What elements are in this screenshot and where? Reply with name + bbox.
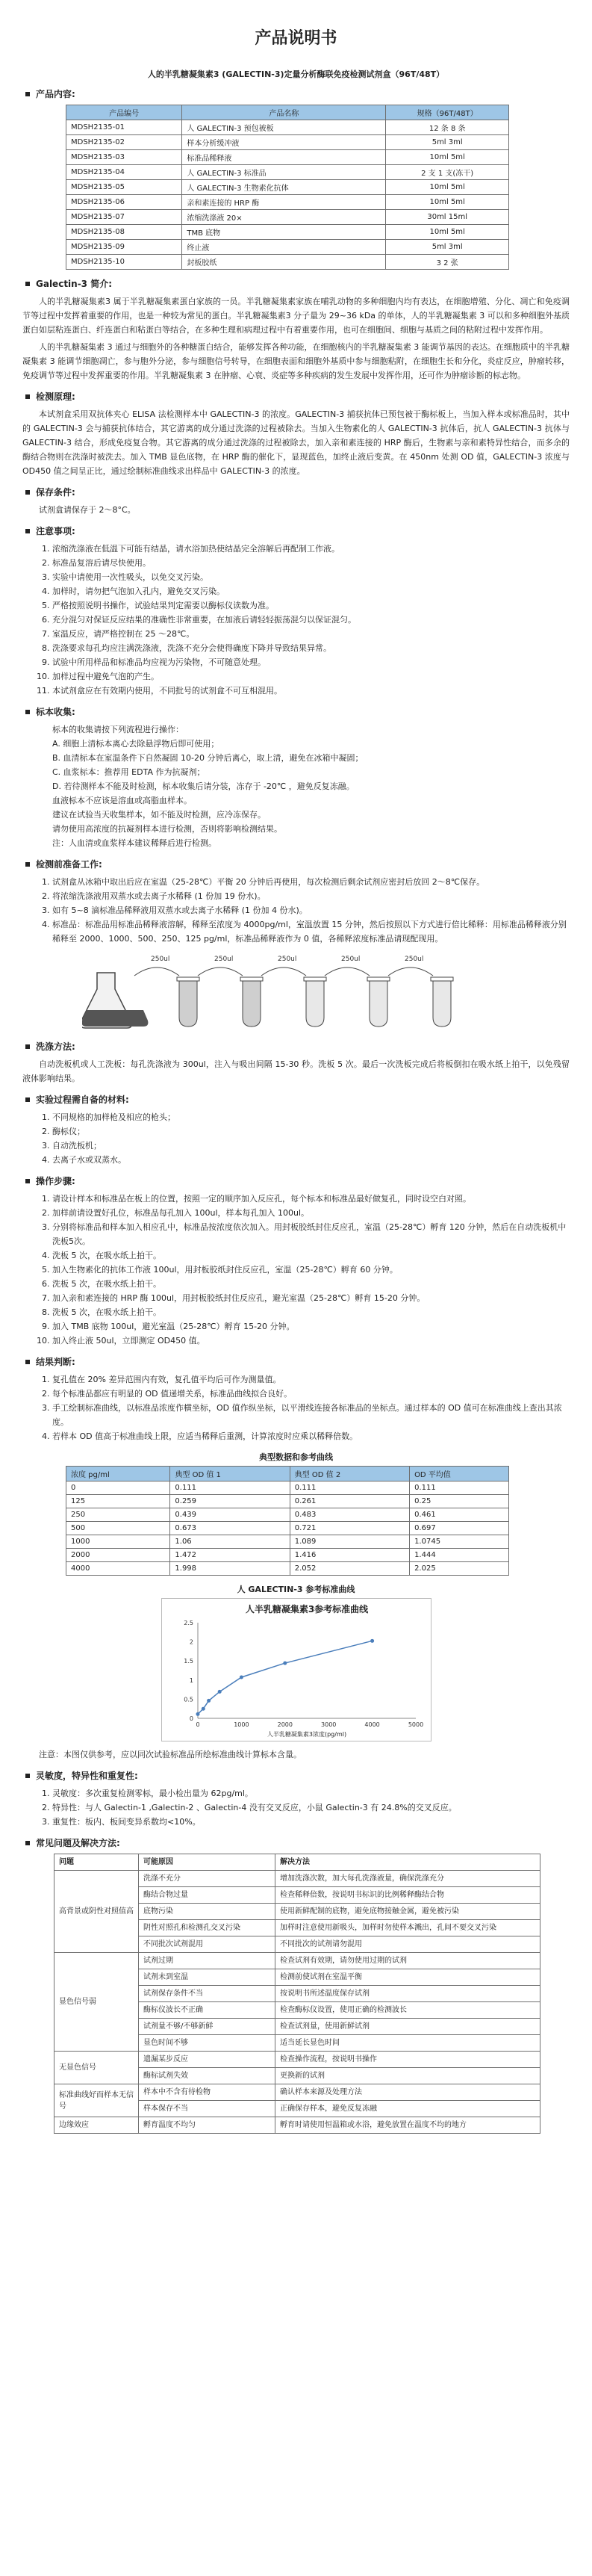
section-heading: 常见问题及解决方法: <box>36 1838 120 1848</box>
tube-icon <box>261 956 326 1027</box>
y-tick-label: 1 <box>189 1676 193 1684</box>
bullet-icon <box>25 1097 30 1102</box>
column-header: 浓度 pg/ml <box>66 1467 170 1481</box>
table-cell: 亲和素连接的 HRP 酶 <box>182 195 386 210</box>
table-cell: 10ml 5ml <box>386 180 509 195</box>
tube-icon <box>325 956 390 1027</box>
transfer-arrow <box>261 967 306 976</box>
table-cell: 0.111 <box>410 1481 509 1495</box>
results-list <box>22 1372 570 1443</box>
table-row <box>66 135 509 150</box>
table-row <box>66 1562 509 1576</box>
y-tick-label: 1.5 <box>183 1658 193 1665</box>
table-cell: 2.025 <box>410 1562 509 1576</box>
list-item: 2. 特异性：与人 Galectin-1 ,Galectin-2 、Galectin-4 没有交叉反应，小鼠 Galectin-3 有 24.8%的交叉反应。 <box>52 1801 570 1815</box>
list-item: 10. 加样过程中避免气泡的产生。 <box>52 669 570 684</box>
section-trouble <box>22 1836 570 2134</box>
paragraph: 人的半乳糖凝集素3 属于半乳糖凝集素蛋白家族的一员。半乳糖凝集素家族在哺乳动物的多种细胞内均有表达，在细胞增殖、分化、凋亡和免疫调节等过程中发挥着重要的作用，也是一种较为常见的蛋白。半乳糖凝集素3 分子量为 29~36 kDa 的单体，人的半乳糖凝集素 3 可以和多种细胞外基质蛋白如层粘连蛋白、纤连蛋白和粘蛋白等结合，在多种生理和病理过程中有着重要作用，也可在细胞间、细胞与基质之间的粘附过程中发挥作用。 <box>22 297 570 335</box>
bullet-icon <box>25 710 30 714</box>
bullet-icon <box>25 1774 30 1778</box>
table-cell: 10ml 5ml <box>386 225 509 240</box>
y-tick-label: 0 <box>189 1715 193 1722</box>
bullet-icon <box>25 1360 30 1364</box>
table-row <box>66 240 509 255</box>
transfer-arrow <box>198 967 243 976</box>
list-item: 1. 试剂盒从冰箱中取出后应在室温（25-28℃）平衡 20 分钟后再使用，每次检测后剩余试剂应密封后放回 2～8℃保存。 <box>52 875 570 889</box>
bullet-icon <box>25 1841 30 1845</box>
cause-cell: 遗漏某步反应 <box>139 2052 275 2068</box>
list-item: 1. 复孔值在 20% 差异范围内有效，复孔值平均后可作为测量值。 <box>52 1372 570 1387</box>
table-cell: 2.052 <box>290 1562 409 1576</box>
table-cell: 1.0745 <box>410 1535 509 1549</box>
solution-cell: 更换新的试剂 <box>275 2068 540 2084</box>
list-item: 请勿使用高浓度的抗凝剂样本进行检测，否则将影响检测结果。 <box>52 824 282 834</box>
cause-cell: 样本中不含有待检物 <box>139 2084 275 2101</box>
list-item: 2. 加样前请设置好孔位，标准品每孔加入 100ul，样本每孔加入 100ul。 <box>52 1206 570 1220</box>
table-cell: 终止液 <box>182 240 386 255</box>
list-item: 6. 充分混匀对保证反应结果的准确性非常重要，在加液后请轻轻振荡混匀以保证混匀。 <box>52 613 570 627</box>
data-point <box>370 1639 374 1643</box>
chart-svg <box>162 1599 431 1741</box>
table-cell: MDSH2135-04 <box>66 165 182 180</box>
list-item: 10. 加入终止液 50ul，立即测定 OD450 值。 <box>52 1334 570 1348</box>
list-item: 3. 手工绘制标准曲线，以标准品浓度作横坐标，OD 值作纵坐标，以平滑线连接各标准品的坐标点。通过样本的 OD 值可在标准曲线上查出其浓度。 <box>52 1401 570 1429</box>
table-row <box>66 210 509 225</box>
cause-cell: 不同批次试剂混用 <box>139 1936 275 1953</box>
table-cell: 人 GALECTIN-3 预包被板 <box>182 120 386 135</box>
table-cell: 30ml 15ml <box>386 210 509 225</box>
list-item: 2. 酶标仪； <box>52 1124 570 1139</box>
y-tick-label: 2 <box>189 1638 193 1646</box>
list-item: 5. 严格按照说明书操作，试验结果判定需要以酶标仪读数为准。 <box>52 598 570 613</box>
table-row <box>54 2052 540 2068</box>
data-point <box>207 1699 211 1703</box>
data-point <box>217 1690 221 1694</box>
table-row <box>66 225 509 240</box>
table-row <box>66 165 509 180</box>
solution-cell: 按说明书所述温度保存试剂 <box>275 1986 540 2002</box>
list-item: 3. 重复性：板内、板间变异系数均<10%。 <box>52 1815 570 1829</box>
section-storage <box>22 486 570 517</box>
table-row <box>66 1495 509 1508</box>
section-heading: 产品内容: <box>36 89 75 99</box>
list-item: 3. 如有 5~8 滴标准品稀释液用双蒸水或去离子水稀释 (1 份加 4 份水)。 <box>52 903 570 917</box>
table-cell: MDSH2135-02 <box>66 135 182 150</box>
problem-cell: 高背景或阴性对照值高 <box>54 1871 139 1953</box>
solution-cell: 检查试剂有效期，请勿使用过期的试剂 <box>275 1953 540 1969</box>
list-item: 1. 灵敏度：多次重复检测零标，最小检出量为 62pg/ml。 <box>52 1786 570 1801</box>
standard-table <box>66 1466 509 1576</box>
list-item: 2. 将浓缩洗涤液用双蒸水或去离子水稀释 (1 份加 19 份水)。 <box>52 889 570 903</box>
list-item: 8. 洗涤要求每孔均应注满洗涤液，洗涤不充分会使得确度下降并导致结果异常。 <box>52 641 570 655</box>
table-cell: MDSH2135-10 <box>66 255 182 270</box>
table-cell: MDSH2135-07 <box>66 210 182 225</box>
table-cell: 0.483 <box>290 1508 409 1522</box>
prep-list <box>22 875 570 946</box>
list-item: 6. 洗板 5 次，在吸水纸上拍干。 <box>52 1277 570 1291</box>
table-row <box>66 120 509 135</box>
bullet-icon <box>25 394 30 399</box>
table-cell: 1.444 <box>410 1549 509 1562</box>
table-cell: 125 <box>66 1495 170 1508</box>
bullet-icon <box>25 529 30 533</box>
column-header: 可能原因 <box>139 1854 275 1871</box>
data-point <box>201 1707 205 1711</box>
table-cell: 0.697 <box>410 1522 509 1535</box>
dilution-diagram <box>82 950 530 1032</box>
cause-cell: 试剂未到室温 <box>139 1969 275 1986</box>
table-cell: 0.673 <box>170 1522 290 1535</box>
product-table <box>66 105 509 270</box>
cause-cell: 试剂保存条件不当 <box>139 1986 275 2002</box>
table-cell: 0 <box>66 1481 170 1495</box>
list-item: 7. 加入亲和素连接的 HRP 酶 100ul，用封板胶纸封住反应孔，避光室温（25-28℃）孵育 15-20 分钟。 <box>52 1291 570 1305</box>
tube-icon <box>198 956 263 1027</box>
tube-label: 250ul <box>341 956 361 963</box>
tube-label: 250ul <box>278 956 297 963</box>
list-item: 5. 加入生物素化的抗体工作液 100ul，用封板胶纸封住反应孔，室温（25-28℃）孵育 60 分钟。 <box>52 1263 570 1277</box>
paragraph: 人的半乳糖凝集素 3 通过与细胞外的各种糖蛋白结合，能够发挥各种功能，在细胞核内的半乳糖凝集素 3 能调节基因的表达。在细胞质中的半乳糖凝集素 3 能调节细胞凋亡，参与胞外分泌，参与细胞信号转导，在细胞表面和细胞外基质中参与细胞粘附，在细胞生长和分化，炎症反应，肿瘤转移，免疫调节等过程中发挥重要的作用。半乳糖凝集素 3 在肿瘤、心衰、炎症等多种疾病的发生发展中发挥作用，还可作为肿瘤诊断的标志物。 <box>22 342 570 380</box>
x-tick-label: 5000 <box>408 1721 423 1728</box>
table-cell: 5ml 3ml <box>386 240 509 255</box>
cause-cell: 底物污染 <box>139 1904 275 1920</box>
table-cell: 人 GALECTIN-3 生物素化抗体 <box>182 180 386 195</box>
cause-cell: 显色时间不够 <box>139 2035 275 2052</box>
list-item: 4. 标准品：标准品用标准品稀释液溶解，稀释至浓度为 4000pg/ml，室温放置 15 分钟，然后按照以下方式进行倍比稀释：用标准品稀释液分别稀释至 2000、1000、500、250、125 pg/ml，标准品稀释液作为 0 值，各稀释浓度标准品请现配现用。 <box>52 917 570 946</box>
table-cell: 5ml 3ml <box>386 135 509 150</box>
section-heading: 结果判断: <box>36 1357 75 1367</box>
bullet-icon <box>25 862 30 867</box>
table-row <box>66 1508 509 1522</box>
table-row <box>66 180 509 195</box>
table-row <box>54 1871 540 1887</box>
table-cell: 1.416 <box>290 1549 409 1562</box>
x-tick-label: 0 <box>195 1721 200 1728</box>
data-point <box>239 1675 243 1679</box>
list-item: 标本的收集请按下列流程进行操作： <box>52 725 184 734</box>
cause-cell: 酶结合物过量 <box>139 1887 275 1904</box>
cause-cell: 阴性对照孔和检测孔交叉污染 <box>139 1920 275 1936</box>
transfer-arrow <box>388 967 433 976</box>
bullet-icon <box>25 92 30 96</box>
section-content <box>22 87 570 270</box>
table-cell: 1.089 <box>290 1535 409 1549</box>
cause-cell: 酶标试剂失效 <box>139 2068 275 2084</box>
table-cell: 500 <box>66 1522 170 1535</box>
materials-list <box>22 1110 570 1167</box>
y-tick-label: 2.5 <box>183 1620 193 1626</box>
problem-cell: 标准曲线好而样本无信号 <box>54 2084 139 2117</box>
section-performance <box>22 1769 570 1829</box>
cause-cell: 洗涤不充分 <box>139 1871 275 1887</box>
list-item: 4. 若样本 OD 值高于标准曲线上限，应适当稀释后重测，计算浓度时应乘以稀释倍数。 <box>52 1429 570 1443</box>
table-cell: 4000 <box>66 1562 170 1576</box>
table-row <box>66 1549 509 1562</box>
table-cell: 1.998 <box>170 1562 290 1576</box>
list-item: 建议在试验当天收集样本，如不能及时检测，应冷冻保存。 <box>52 810 266 820</box>
table-cell: 0.461 <box>410 1508 509 1522</box>
section-principle <box>22 390 570 478</box>
trouble-table <box>54 1854 540 2134</box>
cause-cell: 试剂过期 <box>139 1953 275 1969</box>
list-item: 11. 本试剂盒应在有效期内使用，不同批号的试剂盒不可互相混用。 <box>52 684 570 698</box>
list-item: 3. 分别将标准品和样本加入相应孔中，标准品按浓度依次加入。用封板胶纸封住反应孔，室温（25-28℃）孵育 120 分钟，然后在自动洗板机中洗板5次。 <box>52 1220 570 1248</box>
list-item: C. 血浆标本：推荐用 EDTA 作为抗凝剂； <box>52 767 205 777</box>
solution-cell: 检查试剂量，使用新鲜试剂 <box>275 2019 540 2035</box>
paragraph: 本试剂盒采用双抗体夹心 ELISA 法检测样本中 GALECTIN-3 的浓度。GALECTIN-3 捕获抗体已预包被于酶标板上，当加入样本或标准品时，其中的 GALECTIN-3 会与捕获抗体结合，其它游离的成分通过洗涤的过程被除去。当加入生物素化的人 GALECTIN-3 抗体后，抗人 GALECTIN-3 抗体与 GALECTIN-3 结合，形成免疫复合物。其它游离的成分通过洗涤的过程被除去，加入亲和素连接的 HRP 酶后，生物素与亲和素特异性结合，而多余的酶结合物则在洗涤时被洗去。加入 TMB 显色底物，在 HRP 酶的催化下，显现蓝色，加终止液后变黄。在 450nm 处测 OD 值，GALECTIN-3 浓度与 OD450 值之间呈正比，通过绘制标准曲线求出样品中 GALECTIN-3 的浓度。 <box>22 409 570 476</box>
section-heading: 灵敏度，特异性和重复性: <box>36 1771 138 1781</box>
section-results <box>22 1355 570 1443</box>
section-prep <box>22 858 570 1032</box>
y-tick-label: 0.5 <box>183 1696 193 1703</box>
sample-list <box>22 722 570 850</box>
column-header: 产品名称 <box>182 105 386 120</box>
tube-label: 250ul <box>214 956 234 963</box>
list-item: 1. 不同规格的加样枪及相应的枪头； <box>52 1110 570 1124</box>
table-cell: 0.25 <box>410 1495 509 1508</box>
solution-cell: 正确保存样本，避免反复冻融 <box>275 2101 540 2117</box>
table-cell: MDSH2135-05 <box>66 180 182 195</box>
table-caption: 典型数据和参考曲线 <box>259 1452 333 1462</box>
table-row <box>66 150 509 165</box>
solution-cell: 适当延长显色时间 <box>275 2035 540 2052</box>
list-item: 3. 实验中请使用一次性吸头，以免交叉污染。 <box>52 570 570 584</box>
table-cell: 250 <box>66 1508 170 1522</box>
problem-cell: 显色信号弱 <box>54 1953 139 2052</box>
bullet-icon <box>25 1179 30 1183</box>
data-point <box>196 1712 199 1716</box>
paragraph: 试剂盒请保存于 2～8°C。 <box>39 505 136 515</box>
problem-cell: 边缘效应 <box>54 2117 139 2134</box>
solution-cell: 加样时注意使用新吸头，加样时勿使样本溅出，孔间不要交叉污染 <box>275 1920 540 1936</box>
list-item: 4. 去离子水或双蒸水。 <box>52 1153 570 1167</box>
list-item: A. 细胞上清标本离心去除悬浮物后即可使用； <box>52 739 219 749</box>
table-cell: 3 2 张 <box>386 255 509 270</box>
list-item: 9. 加入 TMB 底物 100ul，避光室温（25-28℃）孵育 15-20 分钟。 <box>52 1319 570 1334</box>
table-row <box>66 255 509 270</box>
list-item: 1. 浓缩洗涤液在低温下可能有结晶，请水浴加热使结晶完全溶解后再配制工作液。 <box>52 542 570 556</box>
table-row <box>54 2084 540 2101</box>
section-heading: 检测原理: <box>36 391 75 402</box>
section-heading: 注意事项: <box>36 526 75 536</box>
list-item: 7. 室温反应，请严格控制在 25 ～28℃。 <box>52 627 570 641</box>
section-wash <box>22 1040 570 1086</box>
column-header: 解决方法 <box>275 1854 540 1871</box>
problem-cell: 无显色信号 <box>54 2052 139 2084</box>
column-header: 典型 OD 值 2 <box>290 1467 409 1481</box>
x-tick-label: 2000 <box>277 1721 293 1728</box>
table-cell: 0.111 <box>170 1481 290 1495</box>
chart-caption: 人 GALECTIN-3 参考标准曲线 <box>237 1585 355 1594</box>
list-item: 1. 请设计样本和标准品在板上的位置，按照一定的顺序加入反应孔，每个标本和标准品最好做复孔，同时设空白对照。 <box>52 1192 570 1206</box>
section-heading: 实验过程需自备的材料: <box>36 1095 129 1105</box>
tube-label: 250ul <box>151 956 170 963</box>
cause-cell: 酶标仪波长不正确 <box>139 2002 275 2019</box>
list-item: B. 血清标本在室温条件下自然凝固 10-20 分钟后离心，取上清，避免在冰箱中凝固； <box>52 753 364 763</box>
table-cell: MDSH2135-08 <box>66 225 182 240</box>
table-cell: 人 GALECTIN-3 标准品 <box>182 165 386 180</box>
paragraph: 自动洗板机或人工洗板：每孔洗涤液为 300ul，注入与吸出间隔 15-30 秒。洗板 5 次。最后一次洗板完成后将板倒扣在吸水纸上拍干，以免残留液体影响结果。 <box>22 1059 570 1083</box>
table-row <box>66 1522 509 1535</box>
section-heading: 标本收集: <box>36 707 75 717</box>
document-page <box>22 0 570 2134</box>
section-heading: Galectin-3 简介: <box>36 279 113 289</box>
steps-list <box>22 1192 570 1348</box>
solution-cell: 检查操作流程，按说明书操作 <box>275 2052 540 2068</box>
transfer-arrow <box>134 967 179 976</box>
bullet-icon <box>25 1044 30 1049</box>
table-cell: 0.259 <box>170 1495 290 1508</box>
section-sample <box>22 705 570 850</box>
x-axis-label: 人半乳糖凝集素3浓度(pg/ml) <box>267 1731 346 1738</box>
list-item: 4. 洗板 5 次，在吸水纸上拍干。 <box>52 1248 570 1263</box>
standard-curve-chart <box>161 1598 431 1741</box>
list-item: 9. 试验中所用样品和标准品均应视为污染物，不可随意处理。 <box>52 655 570 669</box>
column-header: 规格（96T/48T） <box>386 105 509 120</box>
list-item: 3. 自动洗板机； <box>52 1139 570 1153</box>
cause-cell: 孵育温度不均匀 <box>139 2117 275 2134</box>
table-cell: 10ml 5ml <box>386 195 509 210</box>
tube-icon <box>388 956 453 1027</box>
chart-title: 人半乳糖凝集素3参考标准曲线 <box>245 1604 368 1614</box>
list-item: 注：人血清或血浆样本建议稀释后进行检测。 <box>52 838 216 848</box>
section-heading: 保存条件: <box>36 487 75 498</box>
page-subtitle: 人的半乳糖凝集素3 (GALECTIN-3)定量分析酶联免疫检测试剂盒（96T/48T） <box>147 69 445 79</box>
table-cell: 浓缩洗涤液 20× <box>182 210 386 225</box>
solution-cell: 检查稀释倍数，按说明书标识的比例稀释酶结合物 <box>275 1887 540 1904</box>
solution-cell: 增加洗涤次数，加大每孔洗涤液量，确保洗涤充分 <box>275 1871 540 1887</box>
bullet-icon <box>25 490 30 495</box>
section-intro <box>22 277 570 383</box>
series-line <box>198 1641 373 1714</box>
x-tick-label: 1000 <box>233 1721 249 1728</box>
table-cell: MDSH2135-03 <box>66 150 182 165</box>
section-heading: 操作步骤: <box>36 1176 75 1186</box>
list-item: D. 若待测样本不能及时检测，标本收集后请分装，冻存于 -20℃ ，避免反复冻融。 <box>52 781 355 791</box>
column-header: 典型 OD 值 1 <box>170 1467 290 1481</box>
x-tick-label: 3000 <box>320 1721 336 1728</box>
list-item: 血液标本不应该是溶血或高脂血样本。 <box>52 796 192 805</box>
table-row <box>66 1481 509 1495</box>
x-tick-label: 4000 <box>364 1721 380 1728</box>
chart-note: 注意：本图仅供参考，应以同次试验标准品所绘标准曲线计算标本含量。 <box>39 1750 302 1759</box>
section-steps <box>22 1174 570 1348</box>
table-cell: 1.472 <box>170 1549 290 1562</box>
section-notes <box>22 524 570 698</box>
performance-list <box>22 1786 570 1829</box>
table-cell: 0.261 <box>290 1495 409 1508</box>
column-header: 问题 <box>54 1854 139 1871</box>
table-cell: 封板胶纸 <box>182 255 386 270</box>
table-cell: MDSH2135-06 <box>66 195 182 210</box>
tube-label: 250ul <box>405 956 424 963</box>
data-point <box>283 1662 287 1665</box>
section-heading: 检测前准备工作: <box>36 859 102 870</box>
section-materials <box>22 1093 570 1167</box>
table-cell: MDSH2135-01 <box>66 120 182 135</box>
table-cell: 12 条 8 条 <box>386 120 509 135</box>
list-item: 4. 加样时，请勿把气泡加入孔内，避免交叉污染。 <box>52 584 570 598</box>
column-header: 产品编号 <box>66 105 182 120</box>
solution-cell: 使用新鲜配制的底物，避免底物接触金属，避免被污染 <box>275 1904 540 1920</box>
table-cell: 样本分析缓冲液 <box>182 135 386 150</box>
table-cell: 标准品稀释液 <box>182 150 386 165</box>
flask-icon <box>82 973 148 1028</box>
list-item: 2. 每个标准品都应有明显的 OD 值递增关系，标准品曲线拟合良好。 <box>52 1387 570 1401</box>
transfer-arrow <box>325 967 370 976</box>
solution-cell: 确认样本来源及处理方法 <box>275 2084 540 2101</box>
table-cell: TMB 底物 <box>182 225 386 240</box>
table-cell: 2000 <box>66 1549 170 1562</box>
table-row <box>66 1535 509 1549</box>
cause-cell: 试剂量不够/不够新鲜 <box>139 2019 275 2035</box>
cause-cell: 样本保存不当 <box>139 2101 275 2117</box>
notes-list <box>22 542 570 698</box>
table-cell: 0.721 <box>290 1522 409 1535</box>
table-row <box>54 1953 540 1969</box>
solution-cell: 孵育时请使用恒温箱或水浴，避免放置在温度不均的地方 <box>275 2117 540 2134</box>
table-row <box>54 2117 540 2134</box>
table-cell: MDSH2135-09 <box>66 240 182 255</box>
page-title: 产品说明书 <box>255 29 337 48</box>
table-cell: 1.06 <box>170 1535 290 1549</box>
solution-cell: 检测前使试剂在室温平衡 <box>275 1969 540 1986</box>
column-header: OD 平均值 <box>410 1467 509 1481</box>
section-heading: 洗涤方法: <box>36 1041 75 1052</box>
table-cell: 0.111 <box>290 1481 409 1495</box>
solution-cell: 检查酶标仪设置，使用正确的检测波长 <box>275 2002 540 2019</box>
solution-cell: 不同批次的试剂请勿混用 <box>275 1936 540 1953</box>
table-cell: 2 支 1 支(冻干) <box>386 165 509 180</box>
table-cell: 0.439 <box>170 1508 290 1522</box>
table-cell: 1000 <box>66 1535 170 1549</box>
list-item: 8. 洗板 5 次，在吸水纸上拍干。 <box>52 1305 570 1319</box>
table-row <box>66 195 509 210</box>
table-cell: 10ml 5ml <box>386 150 509 165</box>
list-item: 2. 标准品复溶后请尽快使用。 <box>52 556 570 570</box>
bullet-icon <box>25 282 30 286</box>
